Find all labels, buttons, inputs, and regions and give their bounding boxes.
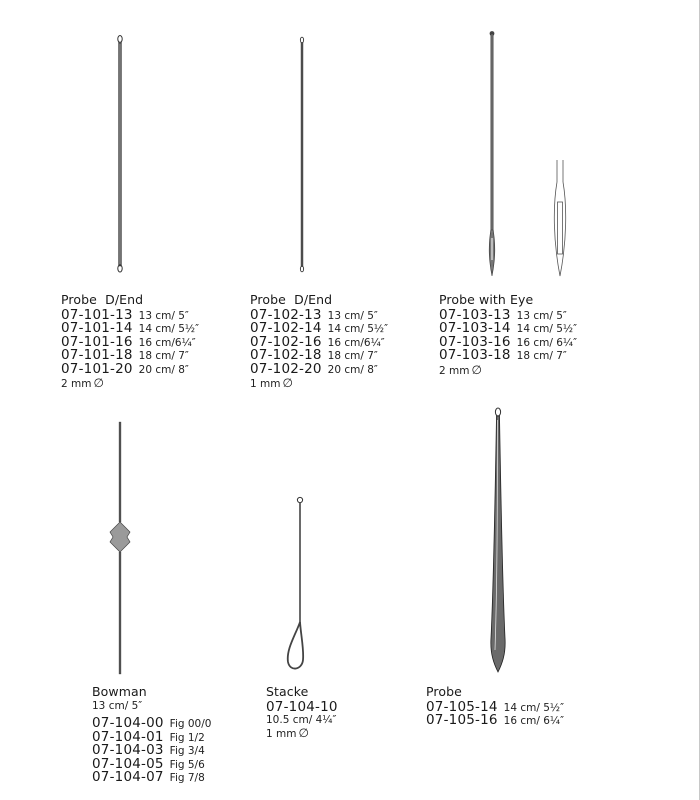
product-size: 16 cm/ 6¼″ bbox=[516, 336, 578, 349]
product-code: 07-104-00 bbox=[92, 715, 164, 731]
product-code: 07-101-14 bbox=[61, 320, 133, 337]
product-code: 07-105-16 bbox=[426, 712, 498, 729]
product-code: 07-102-14 bbox=[250, 320, 322, 337]
product-size: 18 cm/ 7″ bbox=[516, 350, 567, 363]
list-item bbox=[439, 349, 577, 363]
product-block-probe-d-end-1mm bbox=[250, 294, 388, 390]
product-code: 07-104-07 bbox=[92, 769, 164, 786]
product-code: 07-104-05 bbox=[92, 755, 164, 772]
product-size: Fig 00/0 bbox=[169, 718, 212, 730]
product-block-probe-with-eye bbox=[439, 294, 577, 376]
product-size: Fig 1/2 bbox=[169, 731, 205, 744]
eye-detail-icon bbox=[550, 160, 570, 280]
product-code: 07-103-14 bbox=[439, 320, 511, 337]
diameter-icon: ∅ bbox=[93, 376, 104, 391]
product-code: 07-102-16 bbox=[250, 333, 322, 350]
product-size: Fig 7/8 bbox=[169, 772, 205, 785]
product-code: 07-101-13 bbox=[61, 306, 133, 323]
diameter-icon: ∅ bbox=[298, 725, 309, 740]
product-size: 16 cm/ 6¼″ bbox=[503, 715, 565, 728]
product-title: Probe bbox=[426, 684, 462, 699]
diameter-note bbox=[439, 364, 577, 377]
product-title: Probe D/End bbox=[250, 292, 333, 307]
product-code: 07-103-16 bbox=[439, 333, 511, 350]
list-item bbox=[92, 771, 211, 785]
tapered-probe-icon bbox=[478, 406, 518, 676]
product-size: 18 cm/ 7″ bbox=[138, 350, 189, 363]
product-code: 07-103-13 bbox=[439, 306, 511, 323]
product-title: Bowman bbox=[92, 684, 147, 699]
product-block-stacke bbox=[266, 686, 338, 739]
stacke-loop-probe-icon bbox=[276, 494, 316, 674]
product-code: 07-102-20 bbox=[250, 360, 322, 377]
product-code: 07-102-18 bbox=[250, 347, 322, 364]
product-block-probe bbox=[426, 686, 564, 728]
product-size: 20 cm/ 8″ bbox=[138, 363, 189, 376]
diameter-value: 1 mm bbox=[250, 378, 281, 391]
size-note: 10.5 cm/ 4¼″ bbox=[266, 714, 337, 727]
product-size: Fig 5/6 bbox=[169, 758, 205, 771]
diameter-note bbox=[266, 727, 338, 740]
product-size: 18 cm/ 7″ bbox=[327, 350, 378, 363]
product-size: 16 cm/6¼″ bbox=[327, 336, 385, 349]
product-subtitle: 13 cm/ 5″ bbox=[92, 699, 143, 712]
product-size: 13 cm/ 5″ bbox=[516, 309, 567, 322]
eye-probe-icon bbox=[482, 30, 502, 280]
diameter-note bbox=[61, 377, 199, 390]
diameter-note bbox=[250, 377, 388, 390]
product-size: 14 cm/ 5½″ bbox=[516, 323, 578, 336]
product-size: 14 cm/ 5½″ bbox=[138, 323, 200, 336]
list-item bbox=[250, 360, 388, 377]
diameter-icon: ∅ bbox=[471, 362, 482, 377]
double-ended-probe-icon bbox=[110, 34, 130, 274]
product-code: 07-103-18 bbox=[439, 347, 511, 364]
product-code: 07-101-16 bbox=[61, 333, 133, 350]
product-code: 07-102-13 bbox=[250, 306, 322, 323]
diameter-icon: ∅ bbox=[282, 376, 293, 391]
product-size: 16 cm/6¼″ bbox=[138, 336, 196, 349]
product-size: 13 cm/ 5″ bbox=[327, 309, 378, 322]
bowman-probe-icon bbox=[108, 420, 132, 680]
product-block-bowman bbox=[92, 686, 211, 785]
list-item bbox=[266, 698, 338, 715]
thin-double-ended-probe-icon bbox=[292, 36, 312, 274]
diameter-value: 1 mm bbox=[266, 727, 297, 740]
product-size: 13 cm/ 5″ bbox=[138, 309, 189, 322]
product-block-probe-d-end-2mm bbox=[61, 294, 199, 390]
product-code: 07-104-10 bbox=[266, 698, 338, 715]
diameter-value: 2 mm bbox=[61, 378, 92, 391]
list-item bbox=[426, 714, 564, 728]
list-item bbox=[61, 360, 199, 377]
product-size: 20 cm/ 8″ bbox=[327, 363, 378, 376]
product-code: 07-101-20 bbox=[61, 360, 133, 377]
product-code: 07-104-01 bbox=[92, 728, 164, 745]
diameter-value: 2 mm bbox=[439, 364, 470, 377]
product-title: Probe D/End bbox=[61, 292, 144, 307]
product-title: Stacke bbox=[266, 684, 309, 699]
product-code: 07-105-14 bbox=[426, 698, 498, 715]
product-code: 07-104-03 bbox=[92, 742, 164, 759]
product-code: 07-101-18 bbox=[61, 347, 133, 364]
product-size: 14 cm/ 5½″ bbox=[503, 701, 565, 714]
product-title: Probe with Eye bbox=[439, 292, 534, 307]
product-size: 14 cm/ 5½″ bbox=[327, 323, 389, 336]
product-size: Fig 3/4 bbox=[169, 745, 205, 758]
